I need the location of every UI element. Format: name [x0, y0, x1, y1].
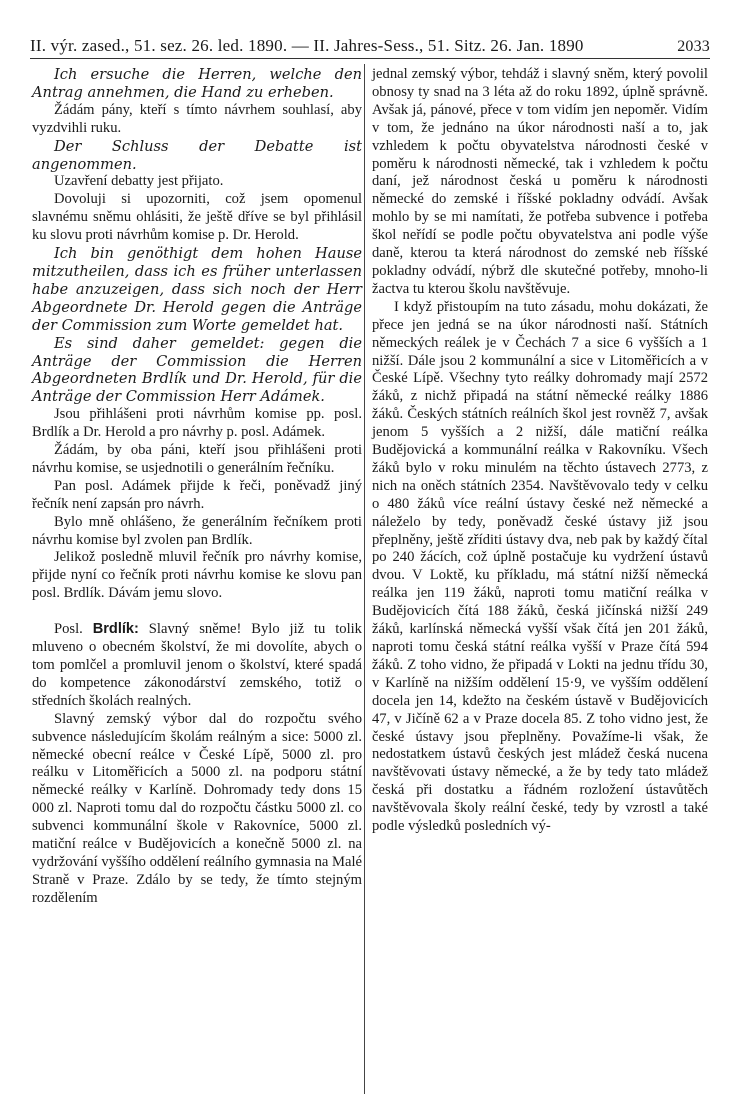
header-rule	[30, 58, 710, 59]
speaker-name: Brdlík:	[92, 621, 139, 638]
paragraph: I když přistoupím na tuto zásadu, mohu dokázati, že přece jen jedná se na úkor národnosti naší. Státních německých reálek je v Čechách 7 a sice 6 vyšších a 1 nižší. Dále jsou 2 kommunální a sice v Litoměřicích a v České Lípě. Všechny tyto reálky dohromady mají 2572 žáků, z nichž připadá na státní německé reálky 1886 žáků. Českých státních reálních škol jest rovněž 7, avšak jenom 5 vyšších a 2 nižší, dále matiční reálka Budějovická a kommunální reálka v Rakovníku. Všech žáků bylo v roku minulém na těchto ústavech 2773, z nich na oněch státních 2354. Navštěvovalo tedy v celku o 480 žáků více reální ústavy české než německé a náleželo by tedy, poněvadž české ústavy již jsou přeplněny, ještě zříditi ústavy dva, neb pak by každý čítal po 240 žácích, což úplně postačuje ku vydržení ústavů dvou. V Loktě, ku příkladu, má státní nižší německá reálka jen 119 žáků, naproti tomu matiční reálka v Budějovicích čítá 188 žáků, česká jičínská nižší 249 žáků, karlínská německá vyšší však čítá jen 201 žáků, naproti tomu česká státní reálka vyšší v Praze čítá 594 žáků. Z toho vidno, že připadá v Lokti na jednu třídu 30, v Karlíně na nižším oddělení 15·9, ve vyšším oddělení docela jen 14, kdežto na českém ústavě v Budějovicích 47, v Jičíně 62 a v Praze docela 85. Z toho vidno jest, že české ústavy jsou přeplněny. Považíme-li však, že nedostatkem ústavů českých jest mládež česká nucena navštěvovati ústavy německé, a že by tedy tato mládež česká při dostatku a řádném rozložení ústavůtěch navštěvovala školy reální české, tedy by vzrostl a také podle výsledků posledních vý-	[372, 298, 708, 835]
paragraph: Der Schluss der Debatte ist angenommen.	[32, 137, 362, 173]
paragraph: jednal zemský výbor, tehdáž i slavný sněm, který povolil obnosy ty snad na 3 léta až do roku 1892, úplně správně. Avšak já, pánové, přece v tom vidím jen nepoměr. Vidím v tom, že jednáno na úkor národnosti naší a to, jak vzhledem k počtu obyvatelstva národnosti české v poměru k národnosti německé, tak i vzhledem k počtu daní, jež národnost česká u poměru k národnosti německé do zemské i říšské pokladny odvádí. Avšak mohlo by se mi namítati, že potřeba subvence i potřeba škol neřídí se podle počtu obyvatelstva ani podle výše daně, kterou ta která národnost do zemské neb říšské pokladny odvádí, nýbrž dle skutečné potřeby, mnoho-li žactva tu kterou školu navštěvuje.	[372, 66, 708, 297]
paragraph: Slavný zemský výbor dal do rozpočtu svého subvence následujícím školám reálným a sice: 5000 zl. německé obecní reálce v České Lípě, 5000 zl. pro reálku v Litoměřicích a 5000 zl. na podporu státní německé reálky v Karlíně. Dohromady tedy dons 15 000 zl. Naproti tomu dal do rozpočtu částku 5000 zl. co subvenci kommunální škole v Rakovníce, 5000 zl. matiční reálce v Budějovicích a konečně 5000 zl. na vydržování vyššího oddělení reálního gymnasia na Malé Straně v Praze. Zdálo by se tedy, že tímto stejným rozdělením	[32, 710, 362, 906]
left-column	[32, 66, 362, 908]
paragraph: Jelikož posledně mluvil řečník pro návrhy komise, přijde nyní co řečník proti návrhu komise ke slovu pan posl. Brdlík. Dávám jemu slovo.	[32, 549, 362, 602]
paragraph: Pan posl. Adámek přijde k řeči, poněvadž jiný řečník není zapsán pro návrh.	[32, 477, 362, 512]
paragraph: Bylo mně ohlášeno, že generálním řečníkem proti návrhu komise byl zvolen pan Brdlík.	[32, 513, 362, 548]
paragraph: Ich bin genöthigt dem hohen Hause mitzutheilen, dass ich es früher unterlassen habe anzuzeigen, dass sich noch der Herr Abgeordnete Dr. Herold gegen die Anträge der Commission zum Worte gemeldet hat.	[32, 245, 362, 334]
paragraph: Jsou přihlášeni proti návrhům komise pp. posl. Brdlík a Dr. Herold a pro návrhy p. posl. Adámek.	[32, 406, 362, 441]
paragraph: Uzavření debatty jest přijato.	[54, 173, 224, 190]
header-title: II. výr. zased., 51. sez. 26. led. 1890. — II. Jahres-Sess., 51. Sitz. 26. Jan. 1890	[30, 36, 584, 55]
paragraph: Žádám pány, kteří s tímto návrhem souhlasí, aby vyzdvihli ruku.	[32, 101, 362, 136]
speech-text: Slavný sněme! Bylo již tu tolik mluveno o obecném školství, že mi dovolíte, abych o tom pomlčel a promluvil jenom o školství, které spadá do kompetence zákonodárství zemského, totiž o středních školách realných.	[32, 621, 362, 709]
running-header	[30, 26, 710, 56]
paragraph: Ich ersuche die Herren, welche den Antrag annehmen, die Hand zu erheben.	[32, 66, 362, 101]
page-number: 2033	[677, 38, 710, 55]
paragraph: Es sind daher gemeldet: gegen die Anträge der Commission die Herren Abgeordneten Brdlík und Dr. Herold, für die Anträge der Commission Herr Adámek.	[32, 334, 362, 406]
paragraph: Dovoluji si upozorniti, což jsem opomenul slavnému sněmu ohlásiti, že ještě dříve se byl přihlásil ku slovu proti návrhům komise p. Dr. Herold.	[32, 191, 362, 244]
paragraph: Žádám, by oba páni, kteří jsou přihlášeni proti návrhu komise, se usjednotili o generálním řečníku.	[32, 442, 362, 476]
speech-prefix: Posl.	[54, 621, 83, 638]
speech-paragraph	[32, 621, 362, 711]
column-divider	[364, 64, 365, 1094]
right-column	[372, 66, 708, 836]
